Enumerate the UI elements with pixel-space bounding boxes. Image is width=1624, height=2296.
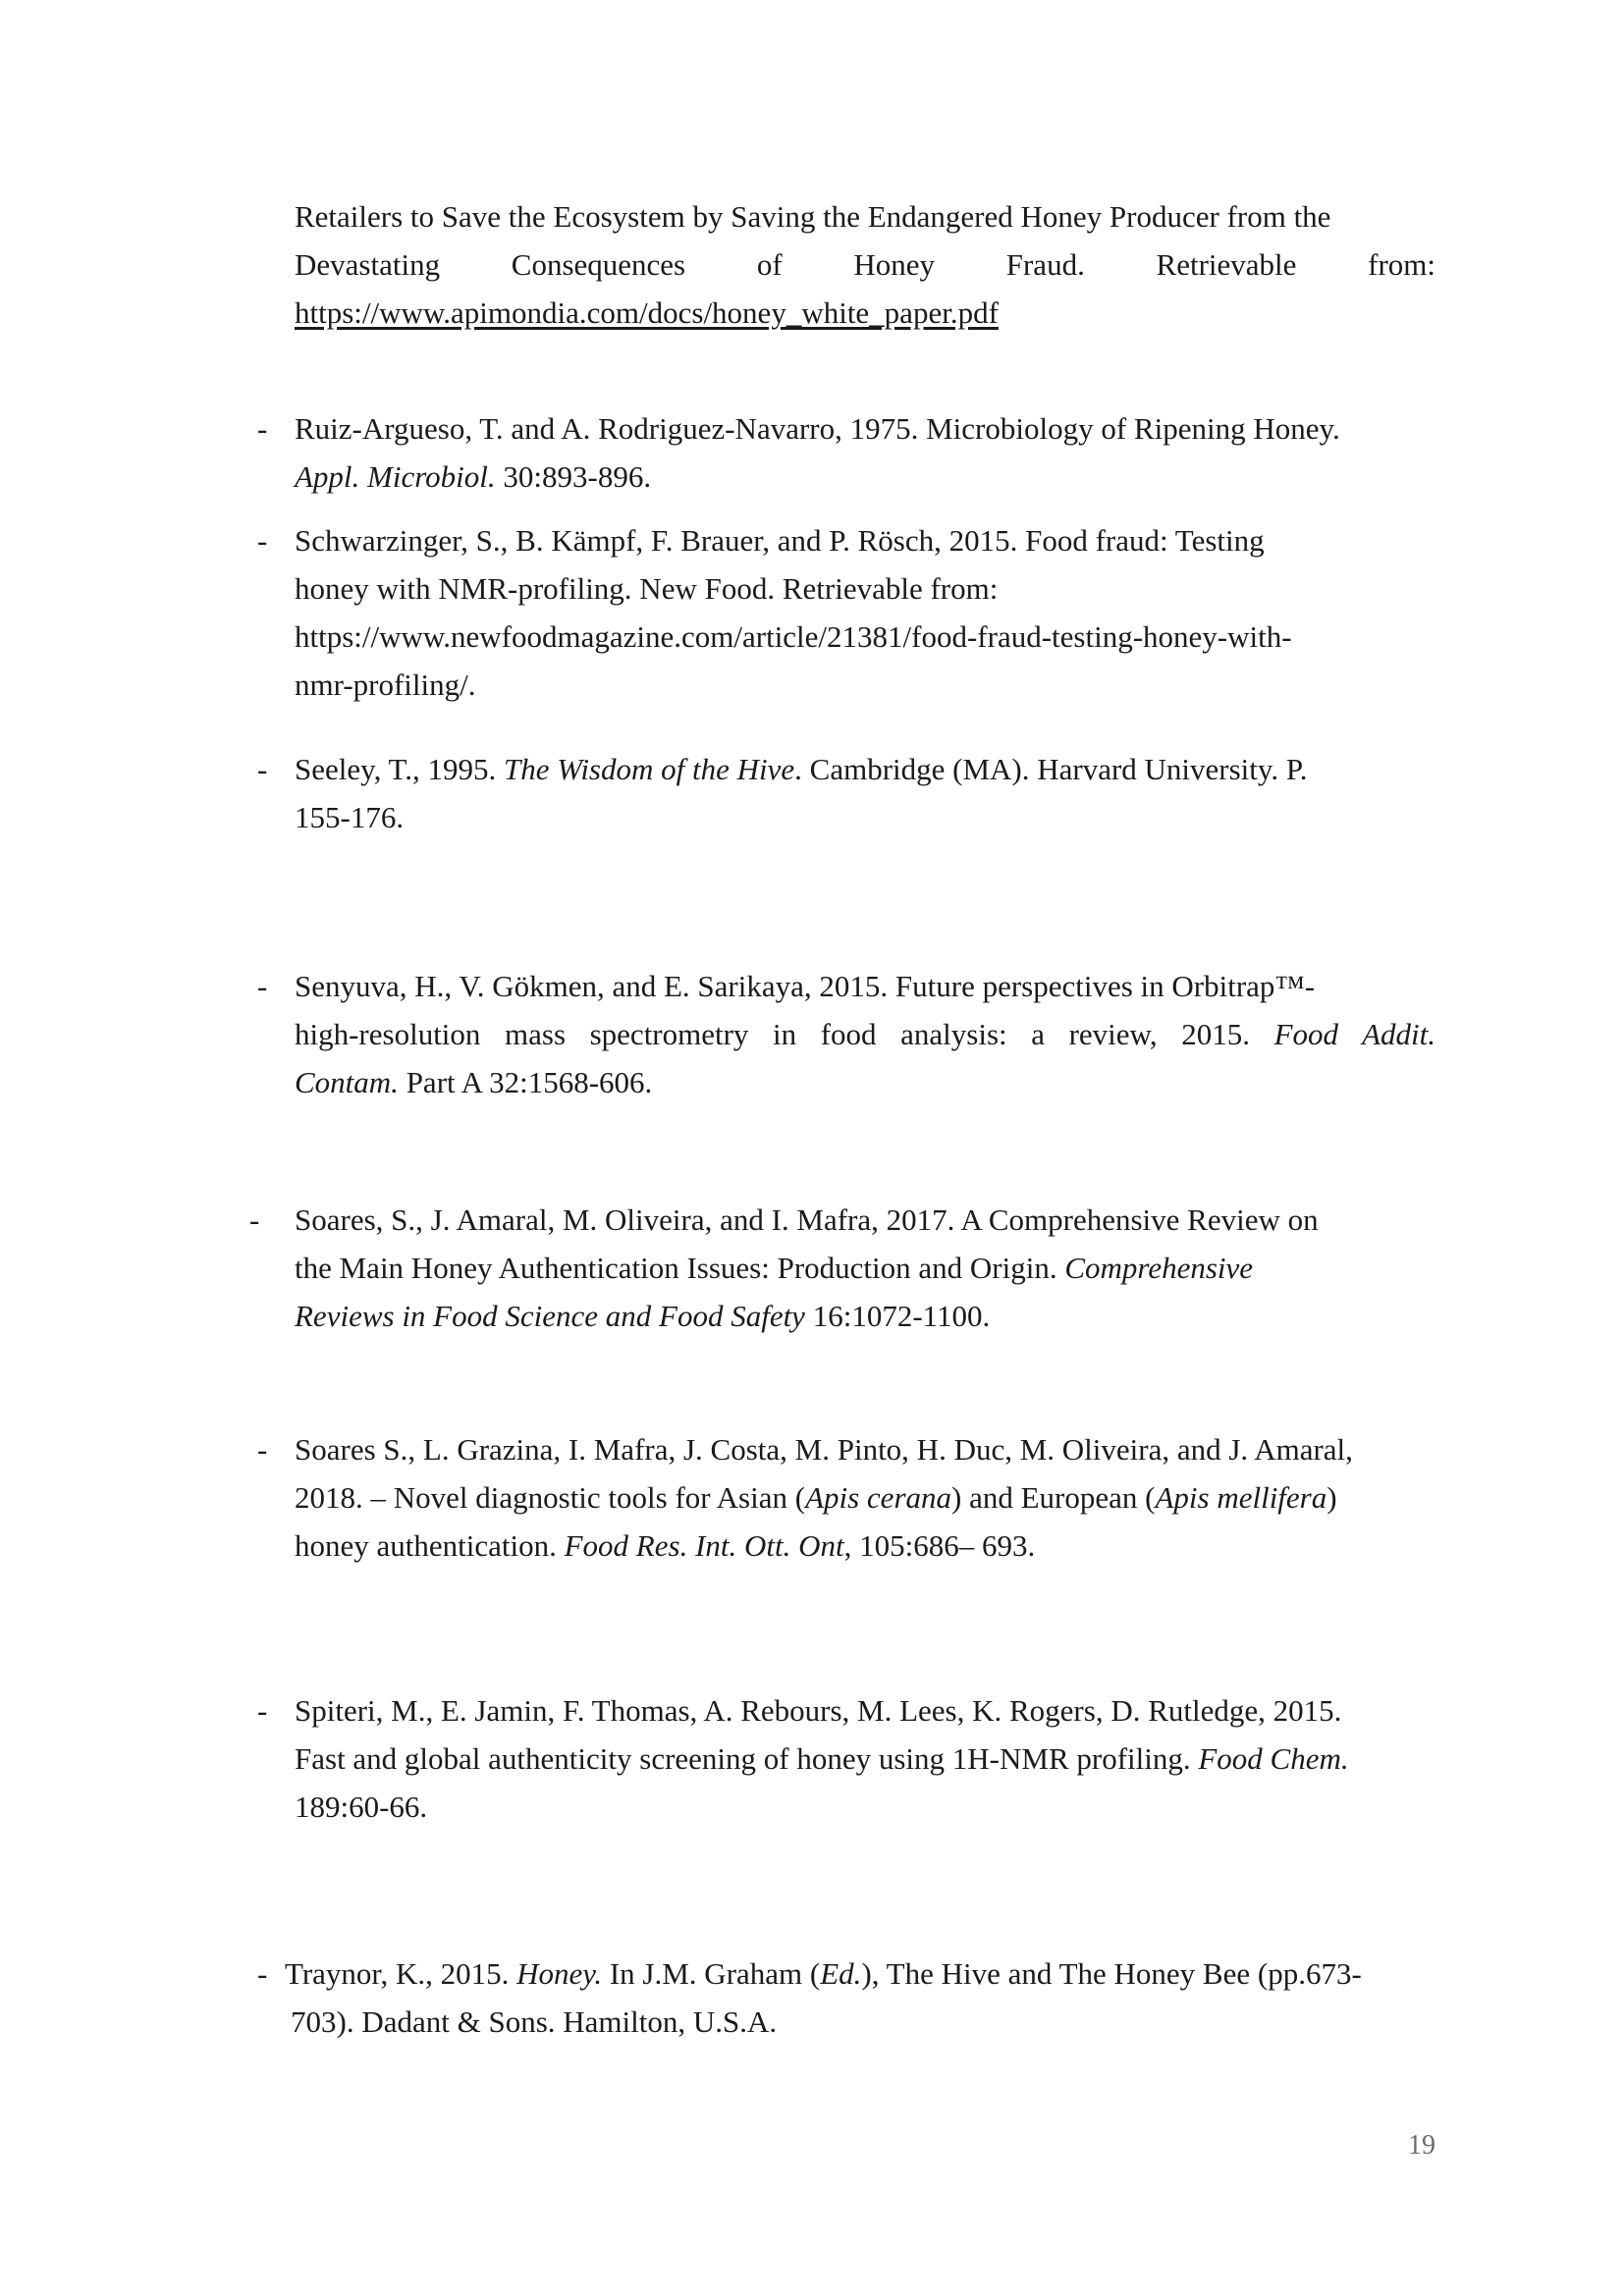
reference-line (295, 1244, 1435, 1292)
reference-entry-soares-2018 (257, 1425, 1435, 1570)
list-dash: - (257, 1956, 268, 1991)
reference-line (295, 1425, 1435, 1473)
reference-line (295, 1058, 1435, 1106)
italic-title: Comprehensive (1064, 1251, 1254, 1285)
reference-text: Soares, S., J. Amaral, M. Oliveira, and I. Mafra, 2017. A Comprehensive Review on (295, 1202, 1319, 1237)
italic-title: Appl. Microbiol. (295, 459, 496, 494)
reference-text: 16:1072-1100. (804, 1299, 991, 1333)
reference-line (295, 192, 1435, 240)
list-dash: - (257, 1693, 268, 1728)
reference-text: 2018. – Novel diagnostic tools for Asian ( (295, 1480, 806, 1515)
list-dash: - (257, 411, 268, 446)
reference-text: In J.M. Graham ( (602, 1956, 821, 1991)
reference-entry-schwarzinger (257, 516, 1435, 709)
reference-line (295, 1010, 1435, 1058)
reference-text: honey authentication. (295, 1528, 565, 1563)
reference-text: Retailers to Save the Ecosystem by Saving the Endangered Honey Producer from the (295, 199, 1331, 234)
reference-text: 155-176. (295, 800, 405, 834)
reference-text: Traynor, K., 2015. (285, 1956, 517, 1991)
reference-text: 189:60-66. (295, 1789, 428, 1824)
italic-title: Reviews in Food Science and Food Safety (295, 1299, 805, 1333)
reference-text: the Main Honey Authentication Issues: Production and Origin. (295, 1251, 1065, 1285)
reference-line (295, 1292, 1435, 1340)
reference-line (295, 240, 1435, 289)
reference-line (295, 404, 1435, 453)
reference-line (295, 1196, 1435, 1244)
reference-line (295, 745, 1435, 793)
reference-text: 30:893-896. (495, 459, 652, 494)
reference-line (285, 1998, 1435, 2046)
list-dash: - (257, 523, 268, 558)
reference-text: ) (1326, 1480, 1337, 1515)
reference-text: Fast and global authenticity screening of honey using 1H-NMR profiling. (295, 1741, 1199, 1776)
italic-title: Food Chem. (1198, 1741, 1349, 1776)
reference-text: 703). Dadant & Sons. Hamilton, U.S.A. (291, 2004, 778, 2039)
reference-line (285, 1949, 1435, 1998)
list-dash: - (257, 752, 268, 786)
reference-text: Schwarzinger, S., B. Kämpf, F. Brauer, and P. Rösch, 2015. Food fraud: Testing (295, 523, 1265, 558)
reference-line (295, 453, 1435, 501)
italic-title: Food Res. Int. Ott. Ont (564, 1528, 844, 1563)
reference-text: Spiteri, M., E. Jamin, F. Thomas, A. Rebours, M. Lees, K. Rogers, D. Rutledge, 2015. (295, 1693, 1342, 1728)
reference-text: honey with NMR-profiling. New Food. Retrievable from: (295, 571, 999, 606)
reference-text: ), The Hive and The Honey Bee (pp.673- (861, 1956, 1362, 1991)
reference-line (295, 661, 1435, 709)
list-dash: - (257, 969, 268, 1003)
reference-line (295, 1522, 1435, 1570)
reference-line (295, 516, 1435, 564)
reference-text: https://www.newfoodmagazine.com/article/21381/food-fraud-testing-honey-with- (295, 619, 1292, 654)
reference-line (295, 613, 1435, 661)
reference-entry-spiteri (257, 1686, 1435, 1831)
reference-entry-traynor (257, 1949, 1435, 2046)
reference-text: Soares S., L. Grazina, I. Mafra, J. Costa, M. Pinto, H. Duc, M. Oliveira, and J. Amaral, (295, 1432, 1353, 1467)
reference-text: high-resolution mass spectrometry in food analysis: a review, 2015. (295, 1017, 1274, 1051)
reference-text: ) and European ( (951, 1480, 1156, 1515)
reference-line (295, 793, 1435, 841)
italic-title: Ed. (820, 1956, 862, 1991)
reference-line (295, 962, 1435, 1010)
reference-text: Seeley, T., 1995. (295, 752, 504, 786)
reference-entry-continuation (295, 192, 1435, 337)
italic-title: Apis cerana (805, 1480, 952, 1515)
reference-entry-soares-2017 (249, 1196, 1435, 1340)
italic-title: Honey. (516, 1956, 603, 1991)
italic-title: Food Addit. (1273, 1017, 1435, 1051)
list-dash: - (249, 1202, 260, 1237)
list-dash: - (257, 1432, 268, 1467)
italic-title: Apis mellifera (1155, 1480, 1327, 1515)
reference-line (295, 289, 1435, 337)
page-number: 19 (1408, 2130, 1435, 2161)
reference-line (295, 1735, 1435, 1783)
italic-title: Contam. (295, 1065, 399, 1099)
reference-line (295, 1473, 1435, 1522)
italic-title: The Wisdom of the Hive (503, 752, 795, 786)
reference-text: . Cambridge (MA). Harvard University. P. (794, 752, 1308, 786)
reference-text: nmr-profiling/. (295, 667, 476, 702)
reference-entry-seeley (257, 745, 1435, 841)
reference-line (295, 1686, 1435, 1735)
reference-text: Senyuva, H., V. Gökmen, and E. Sarikaya, 2015. Future perspectives in Orbitrap™- (295, 969, 1316, 1003)
reference-entry-ruiz-argueso (257, 404, 1435, 501)
reference-url-link[interactable]: https://www.apimondia.com/docs/honey_white_paper.pdf (295, 295, 999, 330)
reference-text: , 105:686– 693. (843, 1528, 1036, 1563)
reference-text: Part A 32:1568-606. (398, 1065, 653, 1099)
reference-text: Devastating Consequences of Honey Fraud. Retrievable from: (295, 247, 1435, 282)
reference-text: Ruiz-Argueso, T. and A. Rodriguez-Navarro, 1975. Microbiology of Ripening Honey. (295, 411, 1340, 446)
reference-line (295, 564, 1435, 613)
reference-line (295, 1783, 1435, 1831)
reference-entry-senyuva (257, 962, 1435, 1106)
